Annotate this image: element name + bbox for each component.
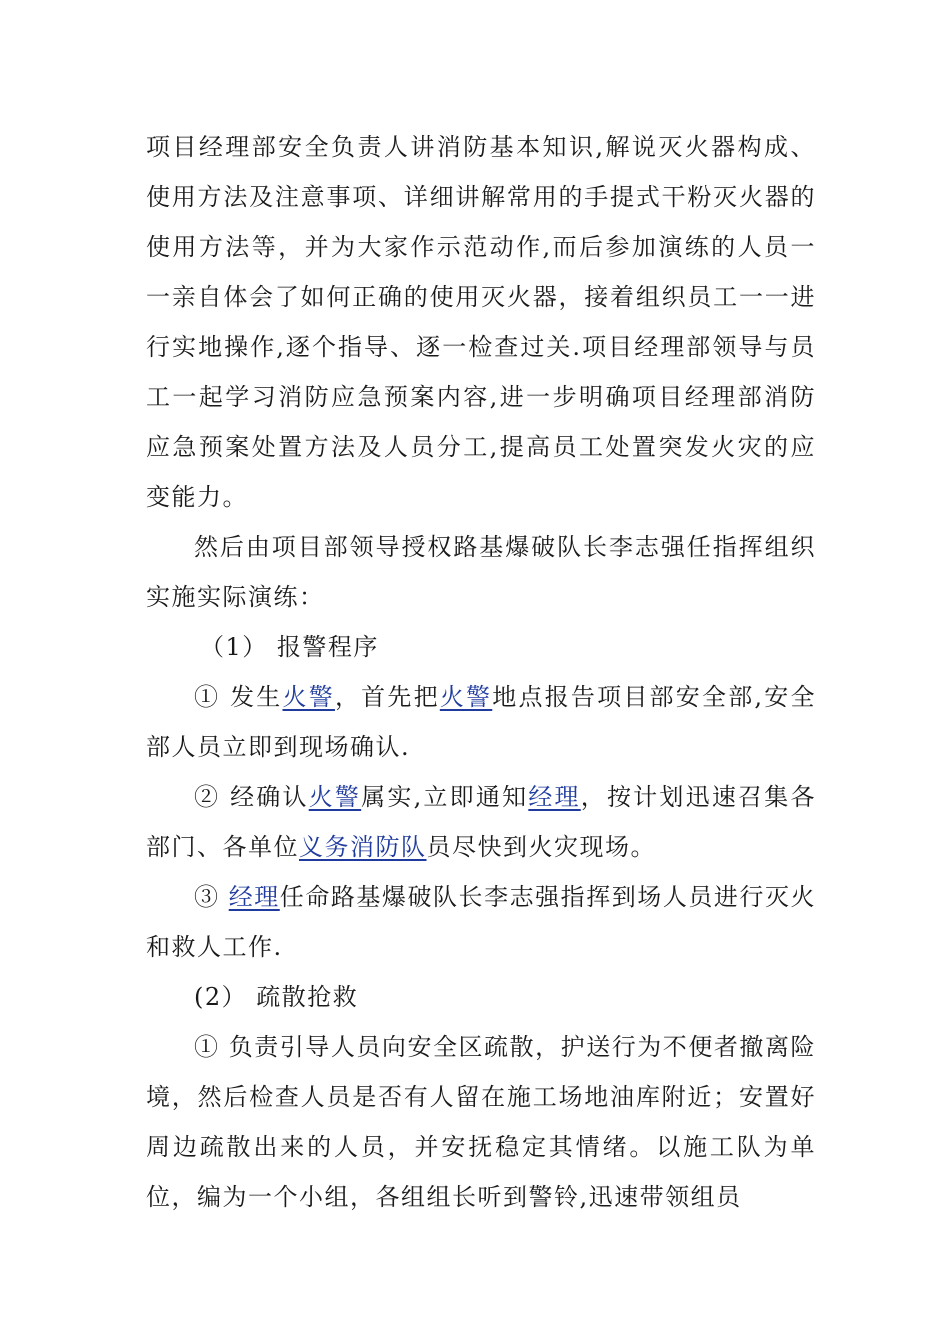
- text: 任命路基爆破队长李志强指挥到场人员进行灭火和救人工作.: [146, 883, 816, 961]
- paragraph-evacuation-step-1: ① 负责引导人员向安全区疏散，护送行为不便者撤离险境，然后检查人员是否有人留在施工场地油库附近；安置好周边疏散出来的人员，并安抚稳定其情绪。以施工队为单位，编为一个小组，各组组长听到警铃,迅速带领组员: [146, 1033, 816, 1211]
- paragraph-drill-intro: 然后由项目部领导授权路基爆破队长李志强任指挥组织实施实际演练：: [146, 533, 816, 611]
- paragraph-alarm-step-3: [146, 872, 816, 972]
- link-fire-alarm[interactable]: 火警: [439, 683, 493, 711]
- link-manager[interactable]: 经理: [228, 883, 280, 911]
- text: 属实,立即通知: [361, 783, 529, 811]
- text: 员尽快到火灾现场。: [426, 833, 656, 861]
- paragraph-alarm-step-1: [146, 672, 816, 772]
- link-fire-alarm[interactable]: 火警: [308, 783, 362, 811]
- text: ③: [194, 883, 229, 911]
- text: ，按计划迅速召集各部门、各单位: [146, 783, 816, 861]
- text: 地点报告项目部安全部,安全部人员立即到现场确认.: [146, 683, 816, 761]
- text: ，首先把: [334, 683, 440, 711]
- heading-evacuation-rescue: (2） 疏散抢救: [194, 983, 359, 1011]
- link-fire-alarm[interactable]: 火警: [282, 683, 335, 711]
- link-manager[interactable]: 经理: [528, 783, 581, 811]
- text: ② 经确认: [194, 783, 309, 811]
- heading-alarm-procedure: （1） 报警程序: [200, 633, 379, 661]
- paragraph-alarm-step-2: [146, 772, 816, 872]
- text: ① 发生: [194, 683, 283, 711]
- paragraph-intro: 项目经理部安全负责人讲消防基本知识,解说灭火器构成、使用方法及注意事项、详细讲解常用的手提式干粉灭火器的使用方法等，并为大家作示范动作,而后参加演练的人员一一亲自体会了如何正确的使用灭火器，接着组织员工一一进行实地操作,逐个指导、逐一检查过关.项目经理部领导与员工一起学习消防应急预案内容,进一步明确项目经理部消防应急预案处置方法及人员分工,提高员工处置突发火灾的应变能力。: [146, 133, 816, 511]
- link-volunteer-fire-brigade[interactable]: 义务消防队: [299, 833, 427, 861]
